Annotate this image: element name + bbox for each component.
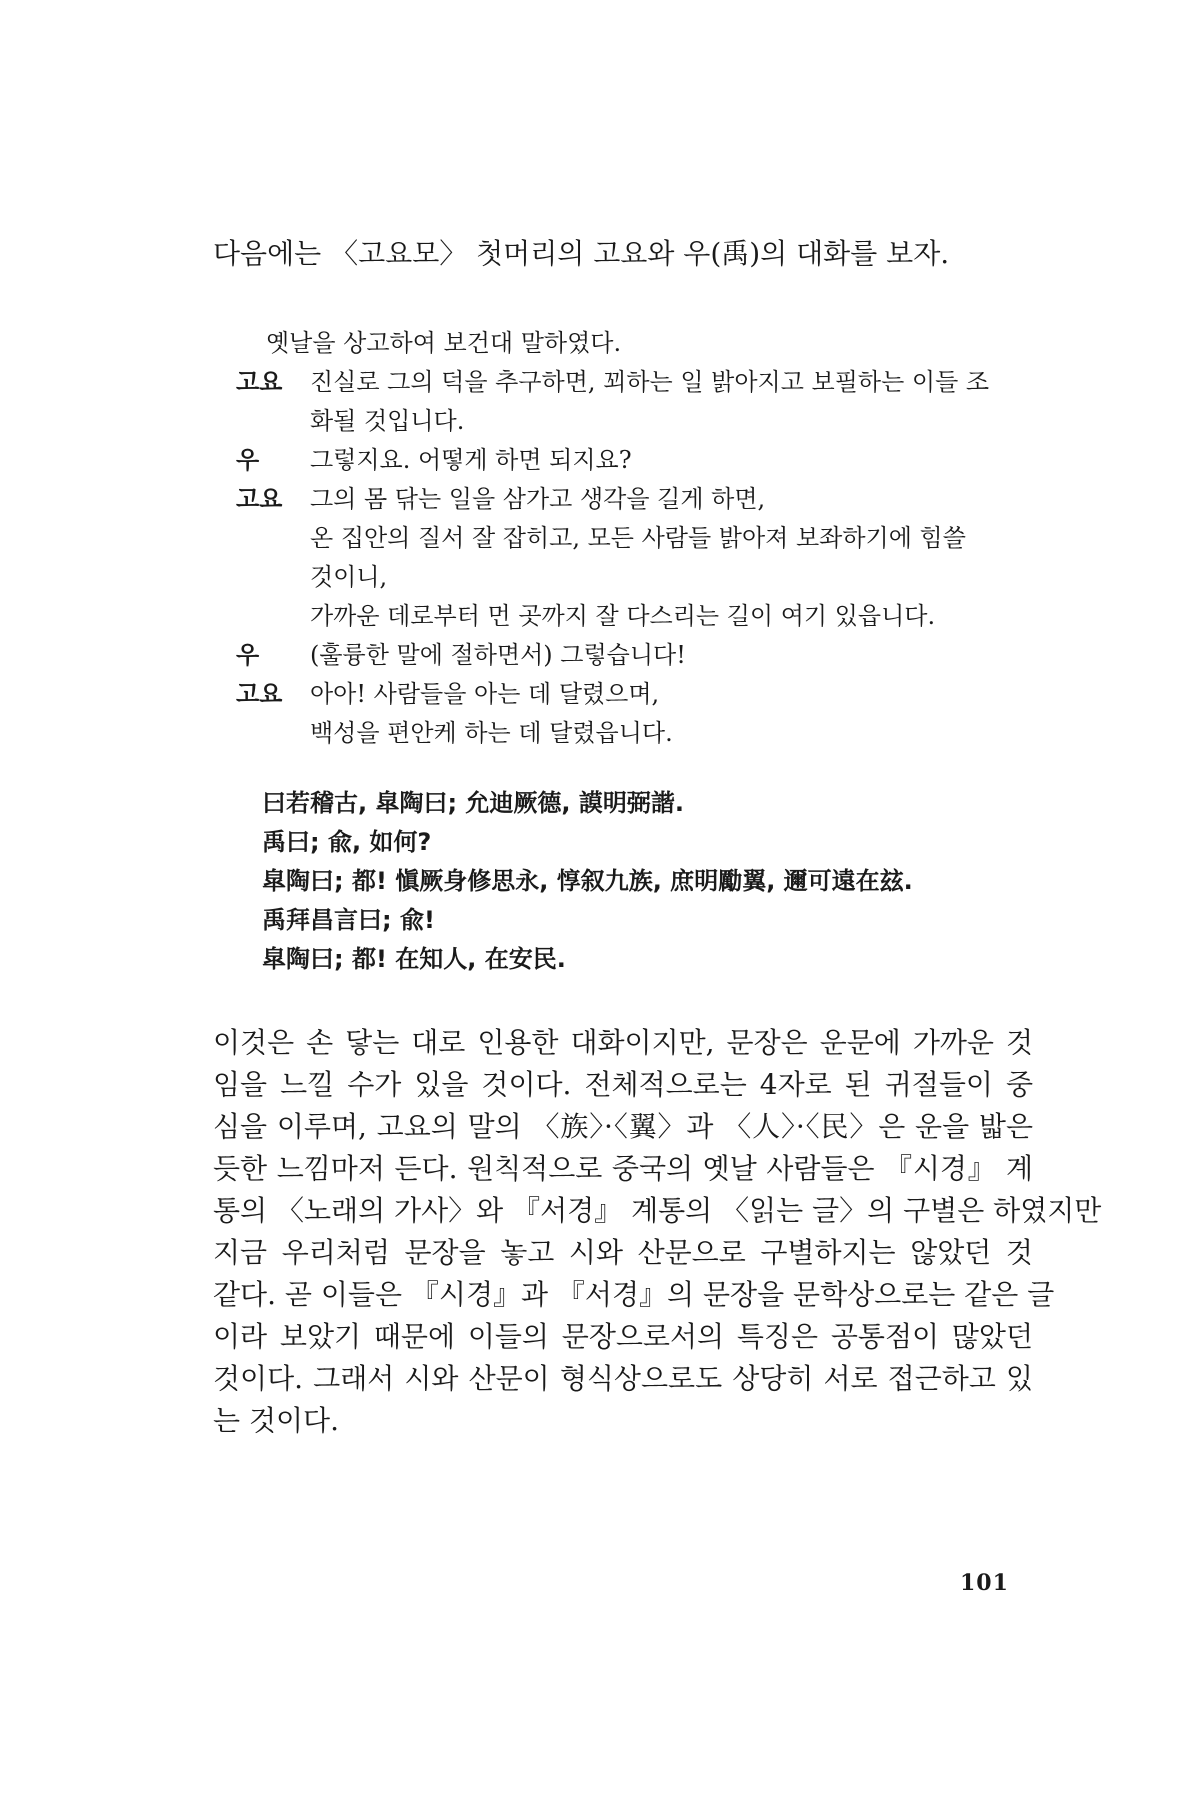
classical-line: 曰若稽古, 皐陶曰; 允迪厥德, 謨明弼諧. — [262, 789, 685, 817]
speech-line: 그의 몸 닦는 일을 삼가고 생각을 길게 하면, — [310, 485, 766, 513]
speech-line: 온 집안의 질서 잘 잡히고, 모든 사람들 밝아져 보좌하기에 힘쓸 — [310, 524, 966, 552]
classical-line: 禹曰; 兪, 如何? — [262, 828, 432, 856]
dialogue-line — [236, 480, 1036, 636]
body-line: 임을 느낄 수가 있을 것이다. 전체적으로는 4자로 된 귀절들이 중 — [213, 1068, 1033, 1101]
speech-line: 화될 것입니다. — [310, 407, 465, 435]
speech-text — [310, 363, 1036, 441]
body-line: 심을 이루며, 고요의 말의 〈族〉·〈翼〉과 〈人〉·〈民〉은 운을 밟은 — [213, 1110, 1033, 1143]
speaker-label: 고요 — [236, 368, 283, 396]
classical-line: 皐陶曰; 都! 愼厥身修思永, 惇叙九族, 庶明勵翼, 邇可遠在玆. — [262, 867, 913, 895]
speech-line: 백성을 편안케 하는 데 달렸읍니다. — [310, 719, 673, 747]
speaker-label: 우 — [236, 446, 260, 474]
speaker-label: 고요 — [236, 485, 283, 513]
intro-sentence: 다음에는 〈고요모〉 첫머리의 고요와 우(禹)의 대화를 보자. — [213, 237, 950, 270]
dialogue-line — [236, 675, 1036, 753]
dialogue-block — [236, 324, 1036, 753]
body-line: 지금 우리처럼 문장을 놓고 시와 산문으로 구별하지는 않았던 것 — [213, 1236, 1033, 1269]
speech-line: 진실로 그의 덕을 추구하면, 꾀하는 일 밝아지고 보필하는 이들 조 — [310, 368, 990, 396]
body-line: 것이다. 그래서 시와 산문이 형식상으로도 상당히 서로 접근하고 있 — [213, 1362, 1033, 1395]
speaker-label: 고요 — [236, 680, 283, 708]
body-line: 이것은 손 닿는 대로 인용한 대화이지만, 문장은 운문에 가까운 것 — [213, 1026, 1033, 1059]
speech-line: 것이니, — [310, 563, 388, 591]
speech-line: 아아! 사람들을 아는 데 달렸으며, — [310, 680, 660, 708]
body-paragraph — [213, 1022, 1102, 1442]
body-line: 는 것이다. — [213, 1404, 339, 1437]
body-line: 통의 〈노래의 가사〉와 『서경』 계통의 〈읽는 글〉의 구별은 하였지만 — [213, 1194, 1102, 1227]
body-line: 같다. 곧 이들은 『시경』과 『서경』의 문장을 문학상으로는 같은 글 — [213, 1278, 1055, 1311]
speech-text — [310, 441, 1036, 480]
page-number: 101 — [960, 1570, 1009, 1596]
speech-line: 가까운 데로부터 먼 곳까지 잘 다스리는 길이 여기 있읍니다. — [310, 602, 936, 630]
dialogue-line — [236, 441, 1036, 480]
classical-line: 皐陶曰; 都! 在知人, 在安民. — [262, 945, 566, 973]
speech-text — [310, 480, 1036, 636]
speech-line: (훌륭한 말에 절하면서) 그렇습니다! — [310, 641, 686, 669]
speech-text — [310, 675, 1036, 753]
body-line: 이라 보았기 때문에 이들의 문장으로서의 특징은 공통점이 많았던 — [213, 1320, 1033, 1353]
body-line: 듯한 느낌마저 든다. 원칙적으로 중국의 옛날 사람들은 『시경』 계 — [213, 1152, 1033, 1185]
classical-line: 禹拜昌言曰; 兪! — [262, 906, 435, 934]
speech-text — [310, 636, 1036, 675]
dialogue-opening: 옛날을 상고하여 보건대 말하였다. — [266, 329, 622, 357]
classical-chinese-quote — [262, 784, 1042, 979]
speaker-label: 우 — [236, 641, 260, 669]
dialogue-line — [236, 363, 1036, 441]
speech-line: 그렇지요. 어떻게 하면 되지요? — [310, 446, 632, 474]
dialogue-line — [236, 636, 1036, 675]
